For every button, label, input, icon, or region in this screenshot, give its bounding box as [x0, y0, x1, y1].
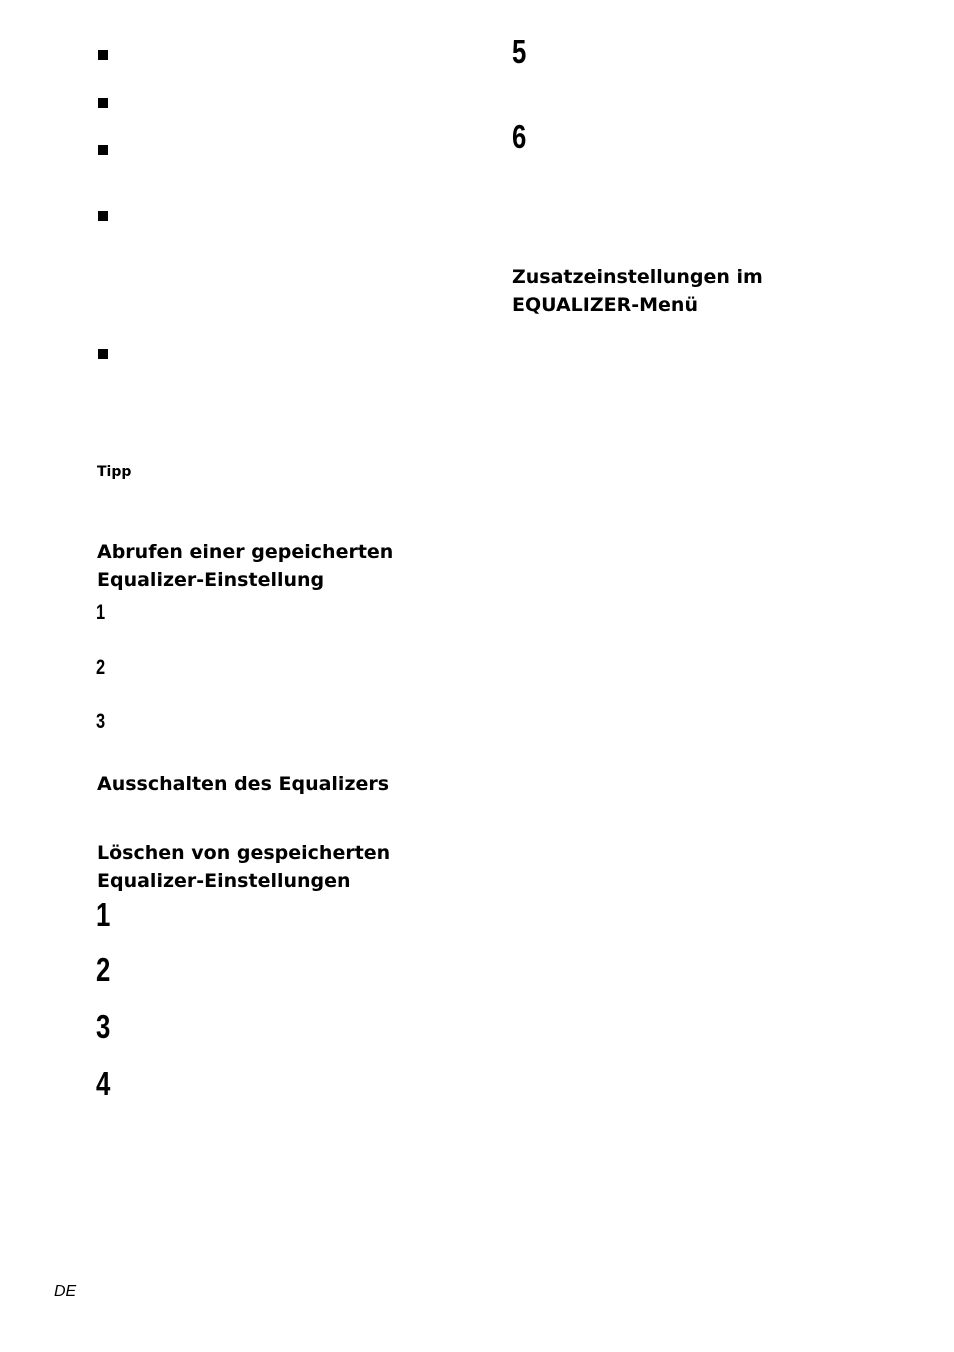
- step-number: 6: [512, 118, 527, 155]
- section-heading-extra-line2: EQUALIZER-Menü: [512, 294, 698, 316]
- section-heading-extra-line1: Zusatzeinstellungen im: [512, 266, 763, 288]
- step-number: 2: [96, 951, 111, 988]
- step-number: 1: [96, 896, 111, 933]
- step-number: 3: [96, 710, 106, 733]
- step-number: 2: [96, 656, 106, 679]
- bullet-marker: [98, 50, 108, 60]
- section-heading-recall: [97, 538, 393, 594]
- section-heading-off: Ausschalten des Equalizers: [97, 773, 390, 795]
- language-code: DE: [54, 1283, 77, 1300]
- step-number: 5: [512, 33, 527, 70]
- bullet-marker: [98, 98, 108, 108]
- section-heading-delete: [97, 839, 390, 895]
- bullet-marker: [98, 145, 108, 155]
- section-heading-recall-line2: Equalizer-Einstellung: [97, 569, 325, 591]
- bullet-marker: [98, 211, 108, 221]
- bullet-marker: [98, 349, 108, 359]
- step-number: 4: [96, 1065, 111, 1102]
- step-number: 3: [96, 1008, 111, 1045]
- section-heading-extra: [512, 263, 763, 319]
- section-heading-delete-line1: Löschen von gespeicherten: [97, 842, 391, 864]
- section-heading-recall-line1: Abrufen einer gepeicherten: [97, 541, 394, 563]
- step-number: 1: [96, 601, 106, 624]
- tip-label: Tipp: [97, 464, 132, 480]
- section-heading-delete-line2: Equalizer-Einstellungen: [97, 870, 351, 892]
